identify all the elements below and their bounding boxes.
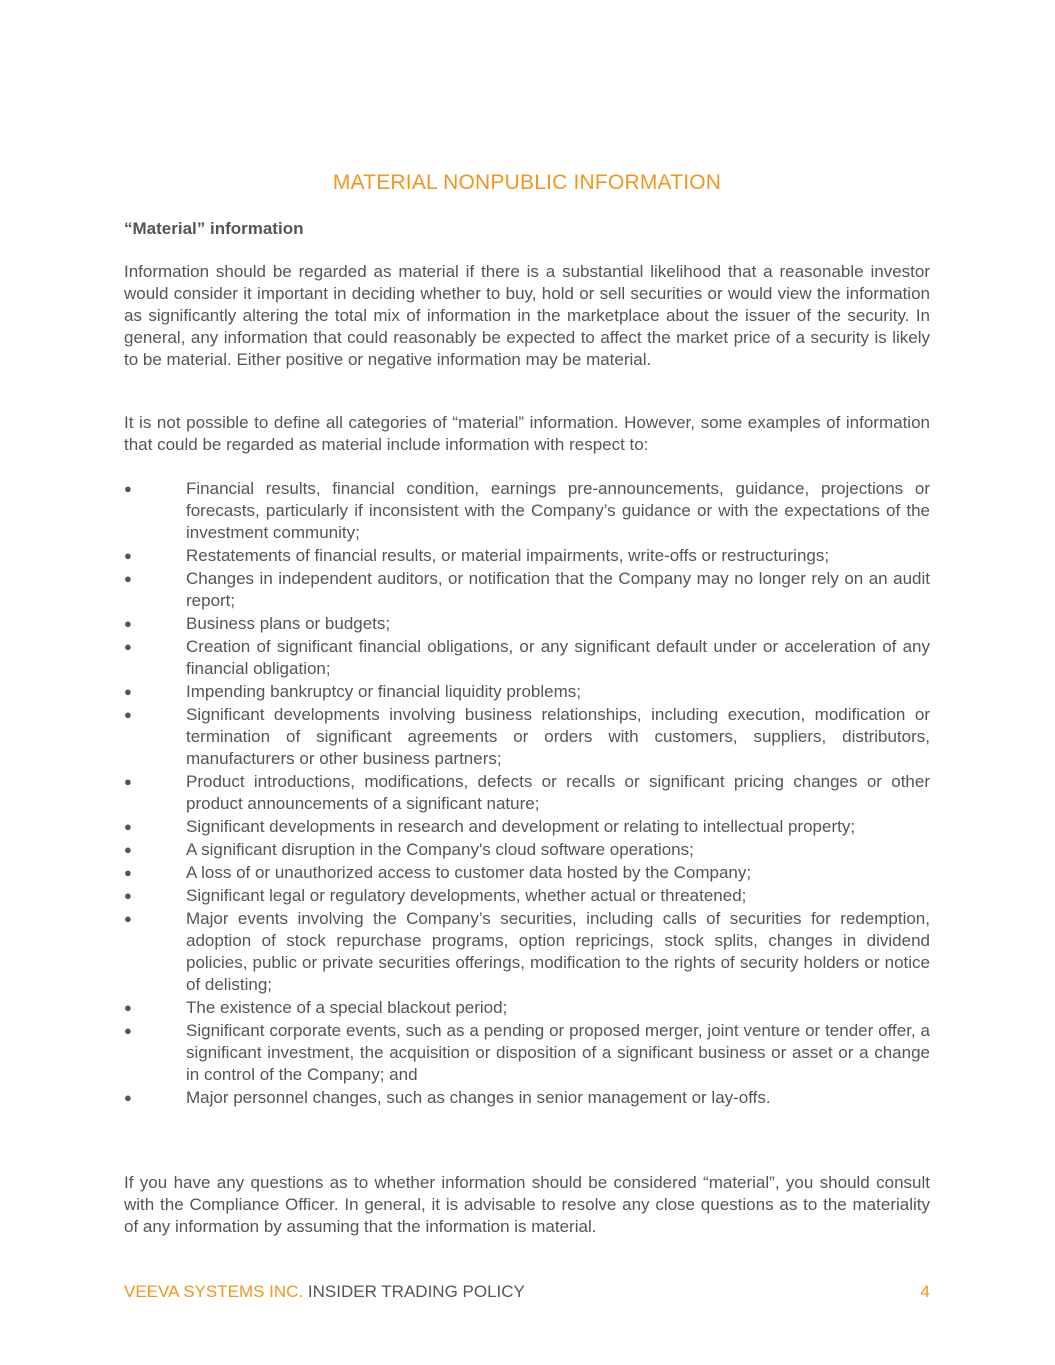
list-item — [124, 816, 930, 838]
list-item — [124, 885, 930, 907]
bullet-icon: ● — [124, 548, 132, 563]
bullet-icon: ● — [124, 911, 132, 926]
list-item-text: Impending bankruptcy or financial liquidity problems; — [186, 682, 581, 701]
list-item — [124, 862, 930, 884]
list-item-text: Financial results, financial condition, earnings pre-announcements, guidance, projections or forecasts, particularly if inconsistent with the Company’s guidance or with the expectations of the investment community; — [186, 479, 930, 542]
footer-company: VEEVA SYSTEMS INC. — [124, 1282, 304, 1301]
bullet-icon: ● — [124, 481, 132, 496]
list-item-text: Restatements of financial results, or material impairments, write-offs or restructurings; — [186, 546, 830, 565]
list-item-text: Major personnel changes, such as changes in senior management or lay-offs. — [186, 1088, 771, 1107]
bullet-icon: ● — [124, 842, 132, 857]
page-title: MATERIAL NONPUBLIC INFORMATION — [332, 171, 722, 194]
section-subheading: “Material” information — [124, 219, 304, 238]
bullet-icon: ● — [124, 888, 132, 903]
bullet-icon: ● — [124, 707, 132, 722]
list-item — [124, 478, 930, 544]
list-item — [124, 681, 930, 703]
page-footer — [124, 1282, 930, 1302]
list-item — [124, 545, 930, 567]
bullet-icon: ● — [124, 639, 132, 654]
list-item — [124, 704, 930, 770]
bullet-icon: ● — [124, 774, 132, 789]
bullet-icon: ● — [124, 684, 132, 699]
list-item — [124, 908, 930, 996]
footer-policy-title: INSIDER TRADING POLICY — [307, 1282, 525, 1301]
list-item-text: Significant legal or regulatory developments, whether actual or threatened; — [186, 886, 747, 905]
list-item — [124, 839, 930, 861]
list-item-text: Creation of significant financial obligations, or any significant default under or acceleration of any financial obligation; — [186, 637, 930, 678]
list-item — [124, 997, 930, 1019]
list-item-text: Business plans or budgets; — [186, 614, 391, 633]
list-item-text: Product introductions, modifications, defects or recalls or significant pricing changes or other product announcements of a significant nature; — [186, 772, 930, 813]
bullet-icon: ● — [124, 819, 132, 834]
list-item-text: Significant corporate events, such as a pending or proposed merger, joint venture or tender offer, a significant investment, the acquisition or disposition of a significant business or asset or a change in control of the Company; and — [186, 1021, 930, 1084]
list-item — [124, 636, 930, 680]
bullet-icon: ● — [124, 1023, 132, 1038]
list-item-text: Significant developments involving business relationships, including execution, modification or termination of significant agreements or orders with customers, suppliers, distributors, manufacturers or other business partners; — [186, 705, 930, 768]
bullet-icon: ● — [124, 616, 132, 631]
list-item — [124, 1087, 930, 1109]
list-item-text: A significant disruption in the Company's cloud software operations; — [186, 840, 694, 859]
intro-paragraph: Information should be regarded as material if there is a substantial likelihood that a reasonable investor would consider it important in deciding whether to buy, hold or sell securities or would view the information as significantly altering the total mix of information in the marketplace about the issuer of the security. In general, any information that could reasonably be expected to affect the market price of a security is likely to be material. Either positive or negative information may be material. — [124, 262, 930, 369]
list-item-text: Significant developments in research and development or relating to intellectual property; — [186, 817, 856, 836]
bullet-icon: ● — [124, 1000, 132, 1015]
page-number: 4 — [920, 1282, 930, 1301]
list-item — [124, 1020, 930, 1086]
bullet-icon: ● — [124, 865, 132, 880]
material-examples-list — [124, 478, 930, 1110]
list-item — [124, 568, 930, 612]
bullet-icon: ● — [124, 1090, 132, 1105]
bullet-icon: ● — [124, 571, 132, 586]
list-item-text: A loss of or unauthorized access to customer data hosted by the Company; — [186, 863, 752, 882]
list-item-text: Major events involving the Company’s securities, including calls of securities for redemption, adoption of stock repurchase programs, option repricings, stock splits, changes in dividend policies, public or private securities offerings, modification to the rights of security holders or notice of delisting; — [186, 909, 930, 994]
examples-lead-paragraph: It is not possible to define all categories of “material” information. However, some examples of information that could be regarded as material include information with respect to: — [124, 413, 930, 454]
list-item — [124, 613, 930, 635]
list-item-text: Changes in independent auditors, or notification that the Company may no longer rely on an audit report; — [186, 569, 930, 610]
list-item — [124, 771, 930, 815]
closing-paragraph: If you have any questions as to whether information should be considered “material”, you should consult with the Compliance Officer. In general, it is advisable to resolve any close questions as to the materiality of any information by assuming that the information is material. — [124, 1173, 930, 1236]
list-item-text: The existence of a special blackout period; — [186, 998, 508, 1017]
